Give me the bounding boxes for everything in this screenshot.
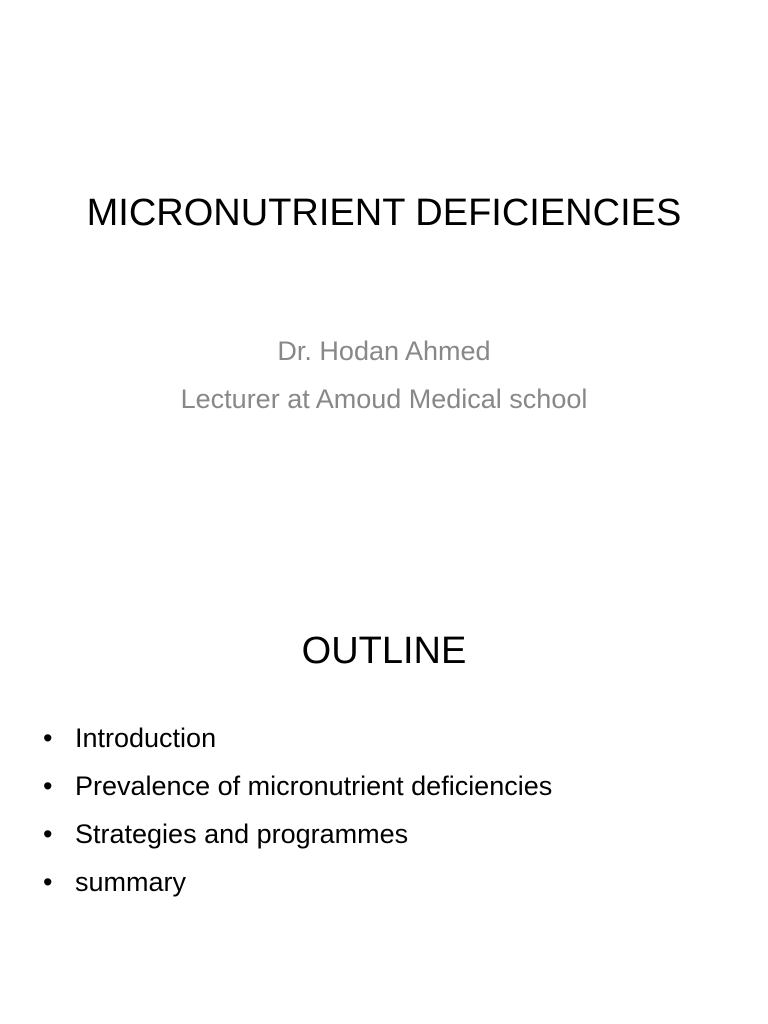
list-item bbox=[40, 814, 552, 862]
list-item bbox=[40, 862, 552, 910]
list-item bbox=[40, 718, 552, 766]
outline-list bbox=[40, 718, 552, 910]
slide-title: MICRONUTRIENT DEFICIENCIES bbox=[86, 192, 682, 234]
list-item-text: Introduction bbox=[75, 723, 217, 753]
bullet-icon: • bbox=[43, 867, 53, 897]
bullet-icon: • bbox=[43, 771, 53, 801]
outline-title: OUTLINE bbox=[301, 630, 467, 672]
author-affiliation: Lecturer at Amoud Medical school bbox=[180, 384, 588, 414]
author-name: Dr. Hodan Ahmed bbox=[277, 336, 491, 366]
list-item-text: summary bbox=[75, 867, 187, 897]
outline-slide bbox=[0, 512, 768, 1024]
bullet-icon: • bbox=[43, 723, 53, 753]
list-item bbox=[40, 766, 552, 814]
bullet-icon: • bbox=[43, 819, 53, 849]
list-item-text: Prevalence of micronutrient deficiencies bbox=[75, 771, 553, 801]
list-item-text: Strategies and programmes bbox=[75, 819, 409, 849]
